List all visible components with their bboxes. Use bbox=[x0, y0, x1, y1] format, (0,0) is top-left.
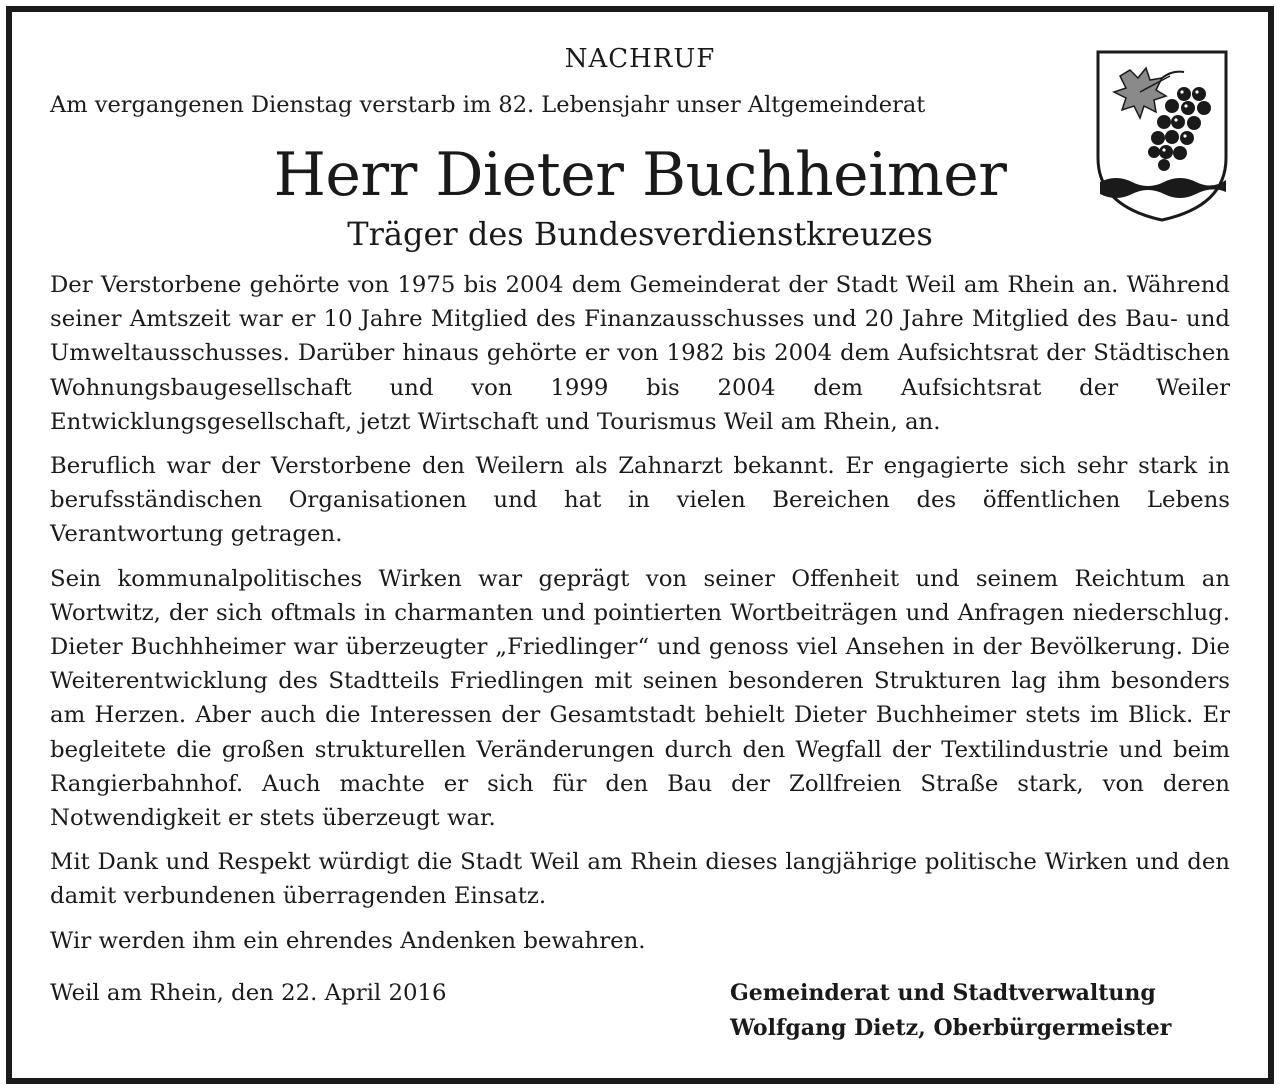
notice-header: NACHRUF bbox=[564, 44, 716, 74]
place-date: Weil am Rhein, den 22. April 2016 bbox=[50, 980, 447, 1006]
paragraph-political-work: Sein kommunalpolitisches Wirken war geprägt von seiner Offenheit und seinem Reichtum an Wortwitz, der sich oftmals in charmanten und pointierten Wortbeiträgen und Anfragen niederschlug. Dieter Buchhheimer war überzeugter „Friedlinger“ und genoss viel Ansehen in der Bevölkerung. Die Weiterentwicklung des Stadtteils Friedlingen mit seinen besonderen Strukturen lag ihm besonders am Herzen. Aber auch die Interessen der Gesamtstadt behielt Dieter Buchheimer stets im Blick. Er begleitete die großen strukturellen Veränderungen durch den Wegfall der Textilindustrie und beim Rangierbahnhof. Auch machte er sich für den Bau der Zollfreien Straße stark, von deren Notwendigkeit er stets überzeugt war. bbox=[50, 565, 1230, 832]
paragraph-career: Der Verstorbene gehörte von 1975 bis 2004 dem Gemeinderat der Stadt Weil am Rhein an. Während seiner Amtszeit war er 10 Jahre Mitglied des Finanzausschusses und 20 Jahre Mitglied des Bau- und Umweltausschusses. Darüber hinaus gehörte er von 1982 bis 2004 dem Aufsichtsrat der Städtischen Wohnungsbaugesellschaft und von 1999 bis 2004 dem Aufsichtsrat der Weiler Entwicklungsgesellschaft, jetzt Wirtschaft und Tourismus Weil am Rhein, an. bbox=[50, 272, 1230, 435]
signature-block bbox=[730, 976, 1230, 1046]
obituary-body bbox=[50, 268, 1230, 968]
signature-organization: Gemeinderat und Stadtverwaltung bbox=[730, 980, 1156, 1006]
deceased-name: Herr Dieter Buchheimer bbox=[273, 140, 1007, 210]
paragraph-profession: Beruflich war der Verstorbene den Weilern als Zahnarzt bekannt. Er engagierte sich sehr stark in berufsständischen Organisationen und hat in vielen Bereichen des öffentlichen Lebens Verantwortung getragen. bbox=[50, 453, 1230, 548]
paragraph-gratitude: Mit Dank und Respekt würdigt die Stadt Weil am Rhein dieses langjährige politische Wirken und den damit verbundenen überragenden Einsatz. bbox=[50, 849, 1230, 910]
notice-intro: Am vergangenen Dienstag verstarb im 82. Lebensjahr unser Altgemeinderat bbox=[50, 92, 926, 118]
paragraph-remembrance: Wir werden ihm ein ehrendes Andenken bewahren. bbox=[50, 927, 646, 954]
coat-of-arms-grape-icon bbox=[1094, 48, 1230, 224]
signature-mayor: Wolfgang Dietz, Oberbürgermeister bbox=[730, 1015, 1172, 1041]
deceased-honor: Träger des Bundesverdienstkreuzes bbox=[347, 215, 933, 253]
